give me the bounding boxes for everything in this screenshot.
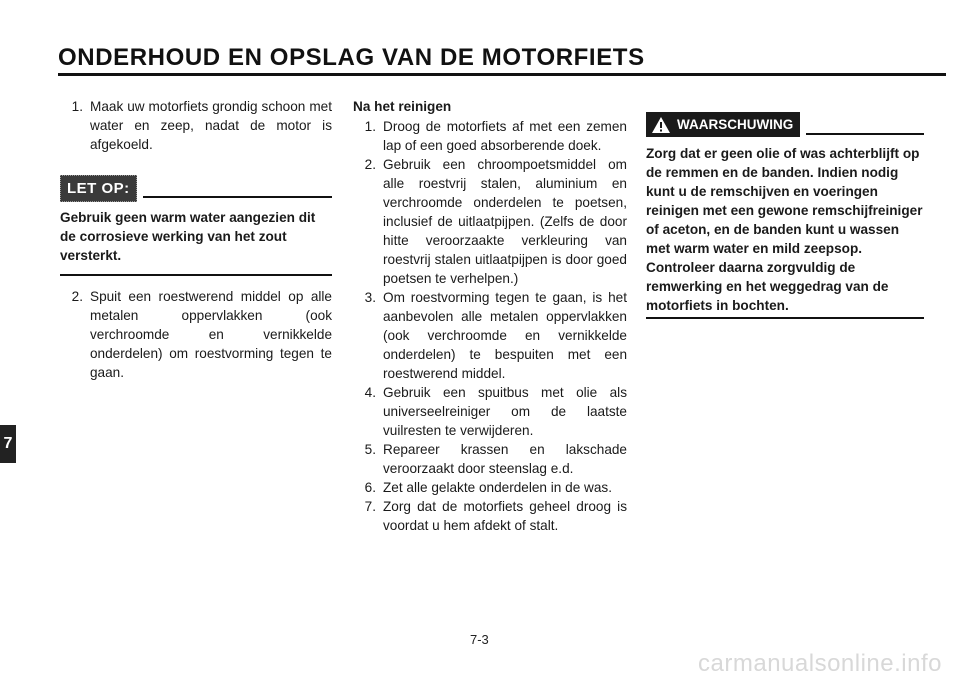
- list-item: [353, 478, 627, 497]
- warning-rule: [806, 133, 924, 135]
- step-number: 2.: [71, 289, 83, 304]
- step-number: 2.: [364, 157, 376, 172]
- watermark: carmanualsonline.info: [698, 650, 942, 677]
- step-text: Zorg dat de motorfiets geheel droog is voordat u hem afdekt of stalt.: [383, 499, 627, 533]
- step-number: 1.: [364, 119, 376, 134]
- step-number: 6.: [364, 480, 376, 495]
- warning-text: Zorg dat er geen olie of was achterblijft op de remmen en de banden. Indien nodig kunt u de remschijven en voeringen reinigen met een gewone remschijfreiniger of aceton, en de banden kunt u wassen met warm water en mild zeepsop. Controleer daarna zorgvuldig de remwerking en het weggedrag van de motorfiets in bochten.: [646, 146, 923, 313]
- warning-triangle-icon: [651, 116, 671, 134]
- list-item: [353, 383, 627, 440]
- list-item: [353, 117, 627, 155]
- step-text: Gebruik een chroompoetsmiddel om alle roestvrij stalen, aluminium en verchroomde onderdelen te poetsen, inclusief de uitlaatpijpen. (Zelfs de door hitte veroorzaakte verkleuring van roestvrij stalen uitlaatpijpen is door goed poetsen te verhelpen.): [383, 157, 627, 286]
- step-text: Gebruik een spuitbus met olie als universeelreiniger om de laatste vuilresten te verwijderen.: [383, 385, 627, 438]
- step-2: [60, 287, 332, 382]
- notice-label: LET OP:: [60, 175, 137, 202]
- notice-header: [60, 175, 332, 202]
- notice-end-rule: [60, 274, 332, 276]
- notice-rule: [143, 196, 332, 198]
- title-rule: [58, 73, 946, 76]
- step-number: 4.: [364, 385, 376, 400]
- warning-badge: [646, 112, 800, 137]
- step-text: Om roestvorming tegen te gaan, is het aanbevolen alle metalen oppervlakken (ook verchroomde en vernikkelde onderdelen) te bespuiten met een roestwerend middel.: [383, 290, 627, 381]
- warning-label: WAARSCHUWING: [677, 117, 794, 132]
- list-item: [353, 497, 627, 535]
- warning-end-rule: [646, 317, 924, 319]
- step-number: 7.: [364, 499, 376, 514]
- chapter-tab: 7: [0, 425, 16, 463]
- list-item: [353, 440, 627, 478]
- step-text: Spuit een roestwerend middel op alle metalen oppervlakken (ook verchroomde en vernikkelde onderdelen) om roestvorming tegen te gaan.: [90, 289, 332, 380]
- step-1: [60, 97, 332, 154]
- section-heading: Na het reinigen: [353, 99, 452, 114]
- step-number: 5.: [364, 442, 376, 457]
- column-1: [60, 97, 332, 382]
- step-number: 3.: [364, 290, 376, 305]
- column-3: [646, 112, 924, 319]
- notice-text: Gebruik geen warm water aangezien dit de corrosieve werking van het zout versterkt.: [60, 210, 316, 263]
- warning-header: [646, 112, 924, 137]
- step-text: Droog de motorfiets af met een zemen lap of een goed absorberende doek.: [383, 119, 627, 153]
- step-text: Zet alle gelakte onderdelen in de was.: [383, 480, 612, 495]
- list-item: [353, 155, 627, 288]
- step-text: Repareer krassen en lakschade veroorzaakt door steenslag e.d.: [383, 442, 627, 476]
- column-2: [353, 97, 627, 535]
- step-text: Maak uw motorfiets grondig schoon met water en zeep, nadat de motor is afgekoeld.: [90, 99, 332, 152]
- list-item: [353, 288, 627, 383]
- step-number: 1.: [71, 99, 83, 114]
- page-number: 7-3: [470, 632, 489, 647]
- page-title: ONDERHOUD EN OPSLAG VAN DE MOTORFIETS: [58, 44, 645, 71]
